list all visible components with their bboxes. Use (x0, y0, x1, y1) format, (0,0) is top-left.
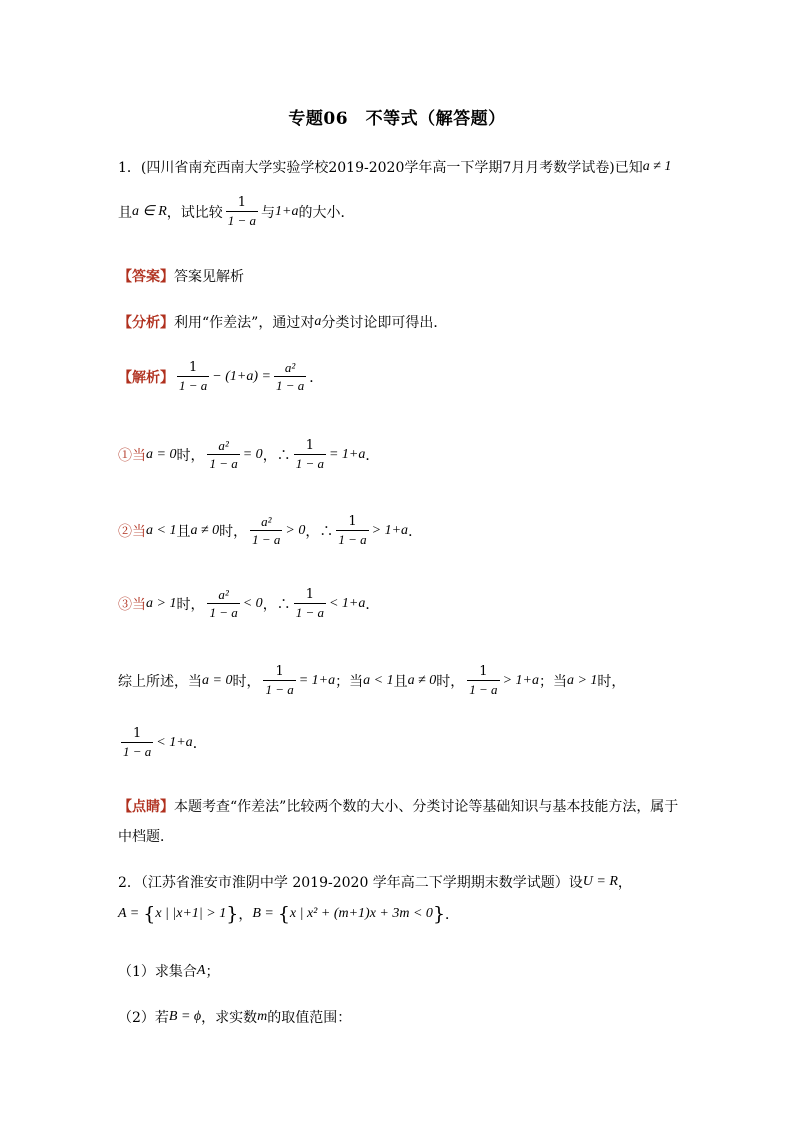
q1-text: 的大小． (298, 204, 355, 221)
fraction-denominator: 1 − a (275, 378, 305, 393)
case-fraction-2 (294, 438, 326, 471)
solution-fraction-2 (274, 360, 306, 393)
summary-fraction-1 (263, 664, 295, 697)
q1-text: 与 (261, 204, 276, 221)
q2-universe: U = R (582, 874, 618, 889)
summary-cond: a > 1 (566, 672, 598, 688)
fraction-numerator: a² (284, 360, 296, 375)
q2-line-1 (118, 872, 632, 892)
summary-rel: = 1+a (298, 672, 336, 688)
case-text: ，∴ (305, 523, 334, 540)
case-text: 时， (176, 596, 205, 613)
fraction-numerator: 1 (275, 664, 284, 679)
case-end: ． (365, 596, 380, 613)
q2-prefix: 2．（江苏省淮安市淮阴中学 2019-2020 学年高二下学期期末数学试题）设 (118, 875, 583, 891)
part-var: m (257, 1009, 268, 1024)
q1-prefix: 1．(四川省南充西南大学实验学校2019-2020学年高一下学期7月月考数学试卷)已知 (118, 160, 643, 176)
case-rel: < 0 (242, 595, 263, 611)
summary-text: ；当 (335, 673, 364, 690)
summary-text: 时， (597, 673, 626, 690)
fraction-denominator: 1 − a (179, 378, 208, 393)
fraction-numerator: 1 (348, 514, 357, 529)
case-rel: < 1+a (328, 595, 366, 611)
analysis-text: 分类讨论即可得出． (321, 315, 448, 331)
answer-text: 答案见解析 (174, 269, 244, 285)
fraction-numerator: a² (218, 587, 229, 602)
solution-expr: − (1+a) = (212, 368, 271, 384)
fraction-denominator: 1 − a (295, 456, 324, 471)
summary-rel: > 1+a (502, 672, 539, 688)
fraction-numerator: 1 (133, 726, 142, 741)
q2-part-2 (118, 1007, 351, 1027)
summary-text: 时， (436, 673, 465, 690)
case-text: 且 (176, 523, 191, 540)
case-cond: a = 0 (146, 446, 177, 462)
case-text: ，∴ (262, 596, 291, 613)
q1-fraction (226, 195, 258, 228)
q2-end: ． (445, 907, 460, 923)
case-text: ，∴ (262, 447, 291, 464)
q1-expr: 1+a (275, 203, 299, 219)
fraction-numerator: 1 (237, 195, 247, 210)
case-1-line (118, 438, 379, 471)
part-cond: B = ϕ (168, 1009, 202, 1024)
fraction-denominator: 1 − a (338, 532, 367, 547)
analysis-tag: 【分析】 (118, 315, 174, 331)
q2-text: ， (617, 875, 632, 891)
summary-text: ；当 (538, 673, 567, 690)
set-b-body: x | x² + (m+1)x + 3m < 0 (289, 906, 433, 921)
comment-line-1 (118, 796, 678, 816)
case-end: ． (408, 523, 423, 540)
q1-line-2 (118, 195, 354, 228)
comment-line-2 (118, 826, 174, 846)
case-end: ． (365, 447, 380, 464)
set-a-name: A = (118, 906, 140, 921)
case-fraction-1 (250, 514, 282, 547)
summary-rel: < 1+a (156, 734, 193, 750)
summary-cond: a ≠ 0 (407, 672, 437, 688)
summary-fraction-3 (121, 726, 153, 759)
case-3-line (118, 587, 379, 620)
summary-line-1 (118, 664, 625, 697)
comment-tag: 【点睛】 (118, 799, 174, 815)
part-text: 求集合 (154, 964, 197, 980)
fraction-denominator: 1 − a (265, 682, 294, 697)
answer-tag: 【答案】 (118, 269, 174, 285)
part-text: 的取值范围： (267, 1010, 352, 1026)
summary-cond: a = 0 (202, 672, 233, 688)
solution-line (118, 360, 323, 393)
set-b-name: B = (252, 906, 274, 921)
summary-text: 时， (232, 673, 261, 690)
fraction-denominator: 1 − a (295, 605, 324, 620)
q1-text: 且 (118, 204, 132, 221)
case-rel: > 1+a (371, 522, 409, 538)
case-marker: ②当 (118, 523, 146, 540)
case-cond: a < 1 (146, 522, 177, 538)
part-number: （1） (118, 964, 155, 980)
q1-cond2: a ∈ R (132, 204, 167, 219)
case-rel: > 0 (285, 522, 306, 538)
summary-text: 且 (393, 673, 408, 690)
q2-part-1 (118, 961, 219, 981)
q2-line-2: A = { x | |x+1| > 1 } ， B = { x | x² + (m+1)x + 3m < 0 } ． (118, 903, 460, 925)
fraction-denominator: 1 − a (469, 682, 498, 697)
q1-cond1: a ≠ 1 (642, 159, 672, 174)
case-fraction-2 (294, 587, 326, 620)
case-rel: = 1+a (328, 446, 366, 462)
fraction-denominator: 1 − a (252, 532, 281, 547)
fraction-denominator: 1 − a (209, 456, 238, 471)
fraction-numerator: 1 (305, 438, 314, 453)
case-cond: a ≠ 0 (190, 522, 220, 538)
fraction-numerator: 1 (189, 360, 198, 375)
comment-text: 本题考查“作差法”比较两个数的大小、分类讨论等基础知识与基本技能方法，属于 (174, 799, 679, 815)
solution-fraction-1 (177, 360, 209, 393)
analysis-var: a (314, 314, 322, 329)
case-2-line (118, 514, 422, 547)
part-text: ，求实数 (201, 1010, 258, 1026)
summary-text: 综上所述，当 (118, 673, 202, 690)
solution-tag: 【解析】 (118, 369, 174, 386)
q2-text: ， (238, 907, 253, 923)
case-marker: ③当 (118, 596, 146, 613)
solution-end: ． (309, 369, 324, 386)
case-rel: = 0 (242, 446, 263, 462)
case-fraction-2 (336, 514, 368, 547)
summary-cond: a < 1 (363, 672, 394, 688)
fraction-numerator: a² (218, 438, 229, 453)
q1-line-1 (118, 157, 671, 177)
case-marker: ①当 (118, 447, 146, 464)
case-text: 时， (219, 523, 248, 540)
part-var: A (196, 963, 206, 978)
fraction-denominator: 1 − a (209, 605, 238, 620)
page-title: 专题06 不等式（解答题） (288, 109, 506, 129)
set-a-body: x | |x+1| > 1 (155, 906, 227, 921)
summary-end: ． (192, 735, 207, 752)
fraction-numerator: 1 (479, 664, 488, 679)
fraction-numerator: 1 (305, 587, 314, 602)
fraction-denominator: 1 − a (227, 213, 257, 228)
answer-line (118, 266, 244, 286)
part-number: （2） (118, 1010, 155, 1026)
comment-text: 中档题． (118, 829, 174, 845)
analysis-line (118, 312, 447, 332)
part-text: ； (205, 964, 220, 980)
case-cond: a > 1 (146, 595, 177, 611)
fraction-denominator: 1 − a (123, 744, 152, 759)
fraction-numerator: a² (261, 514, 272, 529)
part-text: 若 (154, 1010, 169, 1026)
case-text: 时， (176, 447, 205, 464)
case-fraction-1 (207, 587, 239, 620)
analysis-text: 利用“作差法”，通过对 (174, 315, 315, 331)
summary-line-2 (118, 726, 207, 759)
summary-fraction-2 (467, 664, 499, 697)
case-fraction-1 (207, 438, 239, 471)
q1-text: ，试比较 (166, 204, 223, 221)
